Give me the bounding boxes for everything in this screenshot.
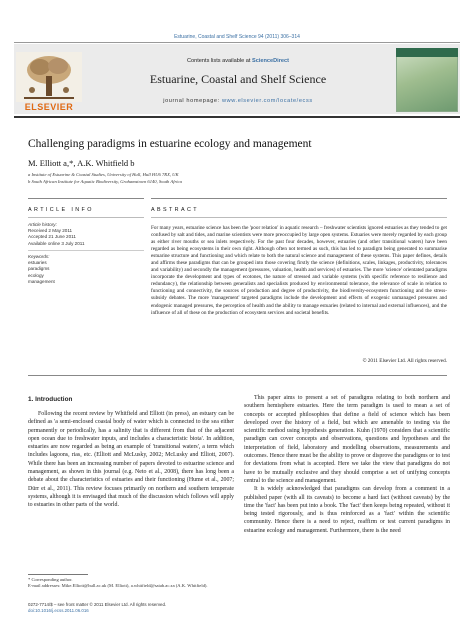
article-info-heading: ARTICLE INFO (28, 207, 94, 213)
homepage-prefix: journal homepage: (163, 98, 220, 104)
authors: M. Elliott a,*, A.K. Whitfield b (28, 158, 135, 168)
article-info-rule (28, 198, 144, 199)
keyword: management (28, 278, 55, 284)
sciencedirect-link[interactable]: ScienceDirect (251, 58, 289, 64)
history-accepted: Accepted 21 June 2011 (28, 234, 76, 240)
legal-notice (28, 602, 234, 614)
top-rule (14, 42, 460, 43)
doi-link[interactable]: doi:10.1016/j.ecss.2011.06.016 (28, 608, 89, 614)
elsevier-tree-logo (16, 52, 82, 102)
footnote-rule (28, 574, 88, 575)
intro-paragraph: This paper aims to present a set of paradigms relating to both northern and southern hemisphere estuaries. Here the term paradigm is used to mean a set of concepts or accepted philosophies that define a field of science which has been developed over the history of a field, but which are amenable to testing via the scientific method using hypothesis generation. Kuhn (1970) considers that a scientific paradigm can cover concepts and observations, questions and hypotheses and the interpretation of field, laboratory and modelling observations, measurements and outcomes. Hence there must be the ability to prove or disprove the paradigms or to test for deviations from what is accepted. Here we take the view that paradigms do not have to be mutually exclusive and they should comprise a set of unifying concepts central to the science and management. (244, 395, 450, 484)
running-head: Estuarine, Coastal and Shelf Science 94 (2011) 306–314 (174, 34, 300, 40)
history-received: Received 2 May 2011 (28, 228, 73, 234)
intro-left-column (28, 410, 234, 510)
journal-homepage (90, 98, 386, 104)
journal-title: Estuarine, Coastal and Shelf Science (149, 72, 327, 86)
publisher-name: ELSEVIER (24, 102, 74, 112)
abstract-subrule (151, 217, 447, 218)
affiliation-b: b South African Institute for Aquatic Biodiversity, Grahamstown 6140, South Africa (28, 179, 182, 184)
abstract-copyright: © 2011 Elsevier Ltd. All rights reserved. (362, 358, 447, 364)
history-online: Available online 3 July 2011 (28, 240, 85, 246)
contents-prefix: Contents lists available at (186, 58, 251, 64)
article-history (28, 222, 144, 247)
journal-cover-band (396, 48, 458, 57)
footnote-corresponding: * Corresponding author. (28, 577, 73, 582)
keywords-rule (28, 250, 144, 251)
homepage-link[interactable]: www.elsevier.com/locate/ecss (221, 98, 313, 104)
keyword: estuaries (28, 260, 47, 266)
footnote-email: E-mail addresses: Mike.Elliott@hull.ac.uk (M. Elliott), a.whitfield@saiab.ac.za (A.K. Whitfield). (28, 583, 208, 589)
affiliation-a: a Institute of Estuarine & Coastal Studies, University of Hull, Hull HU6 7RX, UK (28, 172, 179, 177)
intro-paragraph: It is widely acknowledged that paradigms can develop from a comment in a published paper (with all its caveats) to become a hard fact (without caveats) by the time the 'fact' has been put into a book. The 'fact' then keeps being repeated, without it being tested rigorously, and is thus reinforced as a 'fact' within the scientific community. Hence there is a need to reject, reaffirm or test current paradigms in estuarine ecology and management. Furthermore, there is the need (244, 486, 450, 534)
abstract-text: For many years, estuarine science has been the 'poor relation' in aquatic research – freshwater scientists ignored estuaries as they tended to get confused by salt and tides, and marine scientists were more preoccupied by large open systems. Estuaries were merely regarded by each group as either river mouths or sea inlets respectively. For the past four decades, however, estuaries (and other transitional waters) have been regarded as being ecosystems in their own right. Although often not termed as such, this has led to paradigm being generated to summarise estuarine structure and functioning and which relate to both the natural science and management of these systems. This paper defines, details and affirms these paradigms that can be grouped into those covering firstly the science (definitions, scales, linkages, productivity, tolerances and variability) and secondly the management (pressures, valuation, health and services) of estuaries. The more 'science' orientated paradigms incorporate the development and types of ecotones, the nature of stressed and variable systems (with specific reference to resilience and redundancy), the relationship between generalists and specialists produced by environmental tolerance, the relevance of scale in relation to functioning and connectivity, the sources of production and degree of productivity, the biodiversity-ecosystem functioning and the stress-subsidy debates. The more 'management' targeted paradigms include the development and effects of exogenic unmanaged pressures and endogenic managed pressures, the perception of health and the ability to manage estuaries (related to internal and external influences), and the influence of all of these on the production of ecosystem services and societal benefits. (151, 225, 447, 316)
history-label: Article history: (28, 222, 57, 227)
keyword: ecology (28, 272, 44, 278)
legal-line: 0272-7714/$ – see front matter © 2011 Elsevier Ltd. All rights reserved. (28, 602, 167, 607)
abstract-heading: ABSTRACT (151, 207, 199, 213)
contents-line (90, 58, 386, 64)
footnote (28, 577, 234, 590)
banner-rule (14, 116, 460, 118)
intro-right-column (244, 394, 450, 535)
journal-cover-image (396, 48, 458, 112)
intro-paragraph: Following the recent review by Whitfield and Elliott (in press), an estuary can be defined as 'a semi-enclosed coastal body of water which is connected to the sea either permanently or periodically, has a salinity that is different from that of the adjacent open ocean due to freshwater inputs, and includes a characteristic biota'. In addition, estuaries are now regarded as being an example of 'transitional waters', a term which includes lagoons, rias, etc. (Elliott and McLusky, 2002; McLusky and Elliott, 2007). While there has been an increasing number of papers devoted to estuarine science and management, as shown in this journal (e.g. Neto et al., 2008), there has long been a debate about the characteristics of estuaries and their functioning (Hume et al., 2007; Dürr et al., 2011). This review focuses primarily on northern and southern temperate systems, although it is envisaged that much of the discussion which follows will apply to estuaries in other parts of the world. (28, 411, 234, 509)
article-title: Challenging paradigms in estuarine ecology and management (28, 138, 312, 150)
keyword: paradigms (28, 266, 50, 272)
section-heading-introduction: 1. Introduction (28, 396, 73, 403)
keywords-label: Keywords: (28, 254, 50, 259)
article-info-subrule (28, 217, 144, 218)
abstract-rule (151, 198, 447, 199)
body-rule (28, 375, 447, 376)
keywords (28, 254, 144, 285)
